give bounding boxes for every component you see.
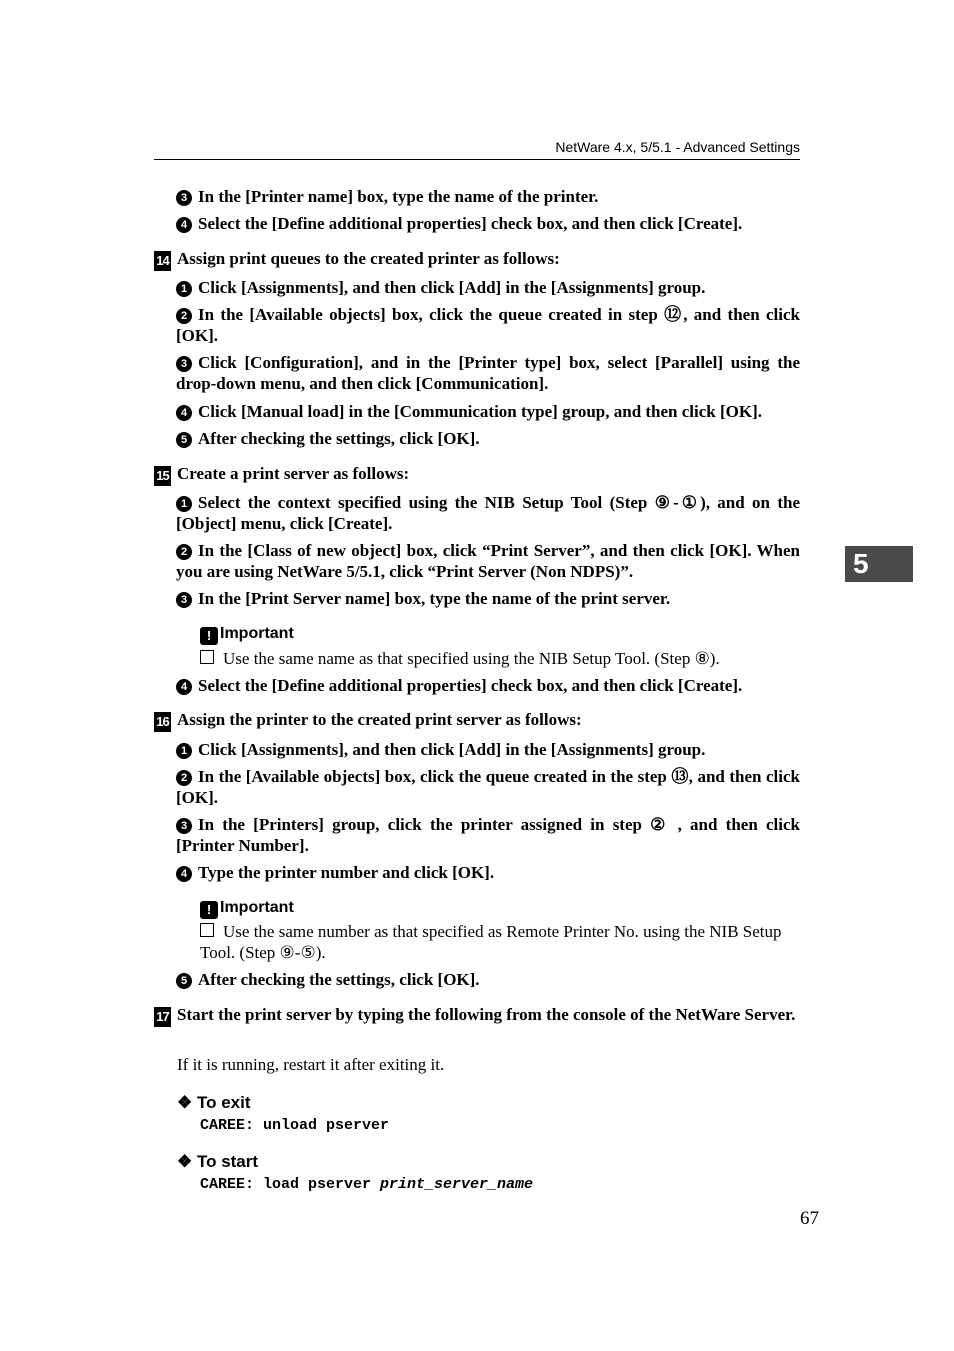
exit-command: CAREE: unload pserver: [200, 1117, 390, 1134]
substep-check-settings-2: 5 After checking the settings, click [OK].: [176, 969, 800, 990]
important-heading-2: ! Important: [200, 898, 294, 919]
chapter-tab: 5: [845, 546, 913, 582]
important-heading: ! Important: [200, 624, 294, 645]
step-17: 17 Start the print server by typing the following from the console of the NetWare Server.: [154, 1004, 800, 1027]
checkbox-bullet-icon: [200, 923, 214, 937]
step-number-icon: 16: [154, 712, 171, 732]
substep-available-objects: 2 In the [Available objects] box, click the queue created in step ⑫, and then click [OK].: [176, 305, 800, 345]
running-header: NetWare 4.x, 5/5.1 - Advanced Settings: [555, 139, 800, 155]
substep-assignments-2: 1 Click [Assignments], and then click [Add] in the [Assignments] group.: [176, 739, 800, 760]
step-14: 14 Assign print queues to the created printer as follows:: [154, 248, 800, 271]
checkbox-bullet-icon: [200, 650, 214, 664]
circled-number-icon: 4: [176, 866, 192, 882]
substep-select-context: 1 Select the context specified using the NIB Setup Tool (Step ⑨-①), and on the [Object] menu, click [Create].: [176, 493, 800, 533]
substep-class-object: 2 In the [Class of new object] box, click “Print Server”, and then click [OK]. When you are using NetWare 5/5.1, click “Print Server (Non NDPS)”.: [176, 541, 800, 581]
substep-print-server-name: 3 In the [Print Server name] box, type the name of the print server.: [176, 588, 800, 609]
header-rule: [154, 159, 800, 160]
substep-assignments: 1 Click [Assignments], and then click [Add] in the [Assignments] group.: [176, 277, 800, 298]
substep-define-properties-2: 4 Select the [Define additional properties] check box, and then click [Create].: [176, 675, 800, 696]
circled-number-icon: 4: [176, 405, 192, 421]
substep-available-objects-2: 2 In the [Available objects] box, click the queue created in the step ⑬, and then click [OK].: [176, 767, 800, 807]
step-16: 16 Assign the printer to the created print server as follows:: [154, 709, 800, 732]
important-icon: !: [200, 627, 218, 645]
step-number-icon: 17: [154, 1007, 171, 1027]
step-number-icon: 14: [154, 251, 171, 271]
page-number: 67: [800, 1208, 819, 1229]
substep-printer-name: 3 In the [Printer name] box, type the name of the printer.: [176, 186, 800, 207]
circled-number-icon: 5: [176, 973, 192, 989]
circled-number-icon: 3: [176, 356, 192, 372]
circled-number-icon: 2: [176, 544, 192, 560]
start-command: CAREE: load pserver print_server_name: [200, 1176, 534, 1193]
substep-manual-load: 4 Click [Manual load] in the [Communication type] group, and then click [OK].: [176, 401, 800, 422]
circled-number-icon: 5: [176, 432, 192, 448]
step-number-icon: 15: [154, 466, 171, 486]
circled-number-icon: 1: [176, 743, 192, 759]
circled-number-icon: 3: [176, 190, 192, 206]
substep-define-properties: 4 Select the [Define additional properties] check box, and then click [Create].: [176, 213, 800, 234]
circled-number-icon: 3: [176, 592, 192, 608]
circled-number-icon: 4: [176, 217, 192, 233]
restart-note: If it is running, restart it after exiting it.: [177, 1055, 445, 1074]
step-15: 15 Create a print server as follows:: [154, 463, 800, 486]
substep-check-settings: 5 After checking the settings, click [OK].: [176, 428, 800, 449]
circled-number-icon: 3: [176, 818, 192, 834]
important-note: Use the same name as that specified using the NIB Setup Tool. (Step ⑧).: [200, 648, 800, 669]
circled-number-icon: 4: [176, 679, 192, 695]
to-exit-heading: ❖ To exit: [177, 1093, 251, 1112]
substep-printers-group: 3 In the [Printers] group, click the printer assigned in step ② , and then click [Printer Number].: [176, 815, 800, 855]
substep-printer-number: 4 Type the printer number and click [OK].: [176, 862, 800, 883]
circled-number-icon: 2: [176, 308, 192, 324]
important-icon: !: [200, 901, 218, 919]
circled-number-icon: 1: [176, 281, 192, 297]
important-note-2: Use the same number as that specified as Remote Printer No. using the NIB Setup Tool. (Step ⑨-⑤).: [200, 922, 782, 962]
substep-configuration: 3 Click [Configuration], and in the [Printer type] box, select [Parallel] using the drop-down menu, and then click [Communication].: [176, 353, 800, 393]
circled-number-icon: 1: [176, 496, 192, 512]
circled-number-icon: 2: [176, 770, 192, 786]
to-start-heading: ❖ To start: [177, 1152, 259, 1171]
